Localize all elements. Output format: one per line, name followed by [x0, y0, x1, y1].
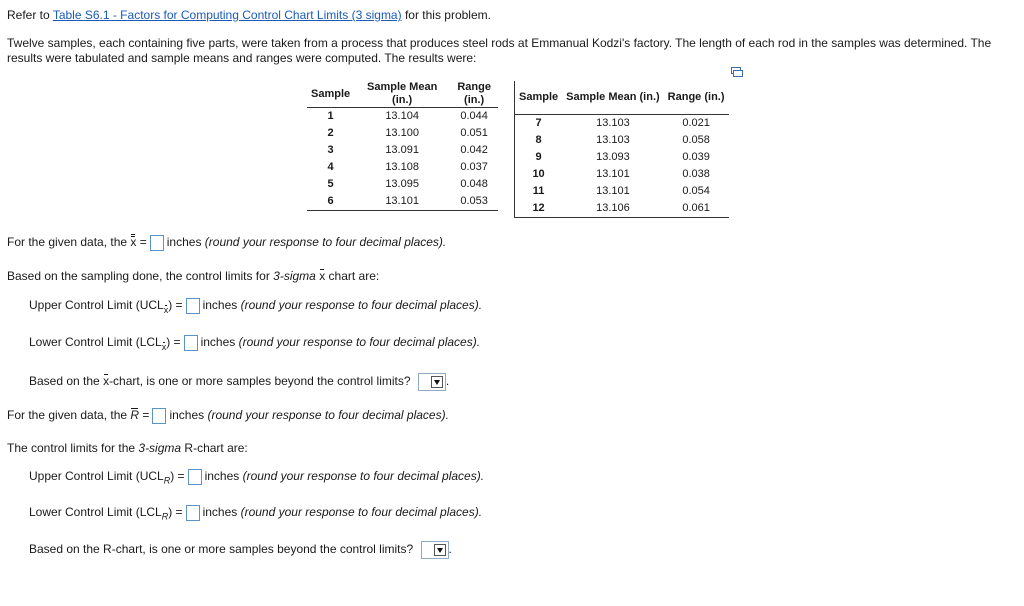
- xchart-intro: [7, 269, 379, 283]
- xchart-beyond-dropdown[interactable]: [418, 373, 446, 391]
- lcl-x-input[interactable]: [184, 335, 198, 351]
- q-period: .: [448, 542, 452, 557]
- xchart-beyond-question: [29, 373, 449, 391]
- cell-range: 0.048: [460, 178, 488, 190]
- q-text: Lower Control Limit (LCL: [29, 505, 162, 520]
- cell-sample: 8: [535, 133, 542, 146]
- col-header-range: Range (in.): [457, 81, 491, 106]
- q-paren: ): [168, 298, 173, 313]
- cell-mean: 13.101: [385, 195, 419, 207]
- cell-sample: 11: [532, 184, 545, 197]
- q-text: The control limits for the: [7, 441, 139, 455]
- cell-mean: 13.093: [596, 150, 630, 163]
- cell-range: 0.058: [682, 133, 710, 146]
- ucl-r-input[interactable]: [188, 469, 202, 485]
- table-row: [515, 149, 729, 166]
- table-s6-1-link[interactable]: Table S6.1 - Factors for Computing Control Chart Limits (3 sigma): [52, 8, 402, 22]
- q-equals: =: [136, 235, 147, 250]
- cell-mean: 13.103: [596, 133, 630, 146]
- x-bar-symbol: x: [319, 269, 326, 283]
- q-round-note: (round your response to four decimal places).: [242, 469, 485, 484]
- cell-sample: 3: [327, 144, 334, 156]
- q-equals: =: [174, 469, 185, 484]
- cell-range: 0.061: [682, 201, 710, 214]
- intro-suffix: for this problem.: [401, 8, 491, 22]
- cell-range: 0.053: [460, 195, 488, 207]
- xbarbar-question: [7, 235, 446, 251]
- q-inches: inches: [202, 505, 241, 520]
- r-subscript: R: [161, 511, 169, 522]
- table-row: [307, 159, 498, 176]
- cell-sample: 2: [327, 127, 334, 139]
- cell-range: 0.051: [460, 127, 488, 139]
- cell-mean: 13.106: [596, 201, 630, 214]
- cell-range: 0.039: [682, 150, 710, 163]
- rchart-beyond-dropdown[interactable]: [421, 541, 449, 559]
- rbar-input[interactable]: [152, 408, 166, 424]
- cell-sample: 7: [535, 116, 542, 129]
- cell-mean: 13.091: [385, 144, 419, 156]
- lcl-r-question: [29, 505, 482, 522]
- table-header-row: [307, 81, 498, 108]
- rchart-beyond-question: [29, 541, 452, 559]
- cell-range: 0.054: [682, 184, 710, 197]
- x-bar-subscript: x: [163, 304, 169, 315]
- rchart-intro: [7, 441, 248, 455]
- q-text: Based on the sampling done, the control limits for: [7, 269, 274, 283]
- problem-text: Twelve samples, each containing five parts, were taken from a process that produces steel rods at Emmanual Kodzi's factory. The length of each rod in the samples was determined. The results were tabulated and sample means and ranges were computed. The results were:: [7, 36, 992, 65]
- q-round-note: (round your response to four decimal places).: [207, 408, 449, 423]
- q-equals: =: [170, 335, 181, 350]
- q-text-ital: 3-sigma: [138, 441, 182, 455]
- cell-range: 0.038: [682, 167, 710, 180]
- q-inches: inches: [204, 469, 243, 484]
- q-paren: ): [168, 505, 173, 520]
- xbarbar-input[interactable]: [150, 235, 164, 251]
- col-header-sample: Sample: [519, 90, 559, 103]
- table-row: [515, 132, 729, 149]
- q-text: Based on the R-chart, is one or more samples beyond the control limits?: [29, 542, 414, 557]
- ucl-x-input[interactable]: [186, 298, 200, 314]
- table-row: [307, 176, 498, 193]
- cell-sample: 4: [327, 161, 334, 173]
- lcl-r-input[interactable]: [186, 505, 200, 521]
- x-bar-subscript: x: [161, 341, 167, 352]
- q-inches: inches: [200, 335, 239, 350]
- data-table-left: [307, 81, 498, 211]
- r-bar-symbol: R: [130, 408, 140, 423]
- table-row: [515, 183, 729, 200]
- r-subscript: R: [163, 475, 171, 486]
- table-row: [307, 108, 498, 126]
- q-text: For the given data, the: [7, 408, 131, 423]
- chevron-down-icon: [431, 376, 443, 388]
- q-text: Lower Control Limit (LCL: [29, 335, 162, 350]
- ucl-x-question: [29, 298, 482, 315]
- x-double-bar-symbol: x: [130, 235, 137, 250]
- cell-sample: 9: [535, 150, 542, 163]
- cell-mean: 13.095: [385, 178, 419, 190]
- q-paren: ): [166, 335, 171, 350]
- q-inches: inches: [202, 298, 241, 313]
- q-period: .: [445, 374, 450, 389]
- cell-mean: 13.103: [596, 116, 630, 129]
- q-text: For the given data, the: [7, 235, 131, 250]
- q-round-note: (round your response to four decimal places).: [238, 335, 481, 350]
- table-row: [515, 166, 729, 183]
- q-equals: =: [172, 298, 183, 313]
- cell-mean: 13.104: [385, 110, 419, 122]
- q-equals: =: [139, 408, 150, 423]
- chevron-down-icon: [434, 544, 446, 556]
- table-row: [515, 200, 729, 218]
- cell-range: 0.044: [460, 110, 488, 122]
- q-round-note: (round your response to four decimal places).: [240, 505, 483, 520]
- col-header-mean: Sample Mean (in.): [366, 81, 438, 106]
- q-round-note: (round your response to four decimal places).: [240, 298, 483, 313]
- data-table-right: [514, 81, 729, 218]
- col-header-mean: Sample Mean (in.): [566, 90, 660, 103]
- cell-mean: 13.101: [596, 167, 630, 180]
- q-paren: ): [170, 469, 175, 484]
- cell-sample: 1: [327, 110, 334, 122]
- q-text: -chart, is one or more samples beyond the control limits?: [109, 374, 411, 389]
- q-text: chart are:: [325, 269, 380, 283]
- ucl-r-question: [29, 469, 484, 486]
- cell-range: 0.037: [460, 161, 488, 173]
- table-row: [307, 125, 498, 142]
- cell-range: 0.021: [682, 116, 710, 129]
- cell-sample: 10: [532, 167, 545, 180]
- q-inches: inches: [166, 235, 205, 250]
- cell-sample: 12: [532, 201, 545, 214]
- table-row: [307, 193, 498, 211]
- lcl-x-question: [29, 335, 480, 352]
- intro-line: [7, 8, 491, 22]
- q-text-ital: 3-sigma: [273, 269, 316, 283]
- rbar-question: [7, 408, 449, 424]
- q-text: Based on the: [29, 374, 104, 389]
- cell-sample: 5: [327, 178, 334, 190]
- q-equals: =: [172, 505, 183, 520]
- col-header-sample: Sample: [311, 87, 351, 100]
- copy-data-icon[interactable]: [731, 67, 743, 77]
- q-text: Upper Control Limit (UCL: [29, 469, 164, 484]
- table-header-row: [515, 81, 729, 114]
- cell-mean: 13.101: [596, 184, 630, 197]
- cell-range: 0.042: [460, 144, 488, 156]
- cell-mean: 13.100: [385, 127, 419, 139]
- q-round-note: (round your response to four decimal places).: [204, 235, 447, 250]
- cell-sample: 6: [327, 195, 334, 207]
- q-text: R-chart are:: [181, 441, 248, 455]
- table-row: [515, 114, 729, 132]
- q-text: Upper Control Limit (UCL: [29, 298, 164, 313]
- cell-mean: 13.108: [385, 161, 419, 173]
- table-row: [307, 142, 498, 159]
- col-header-range: Range (in.): [667, 90, 725, 103]
- q-inches: inches: [169, 408, 208, 423]
- intro-prefix: Refer to: [7, 8, 53, 22]
- x-bar-symbol: x: [103, 374, 110, 389]
